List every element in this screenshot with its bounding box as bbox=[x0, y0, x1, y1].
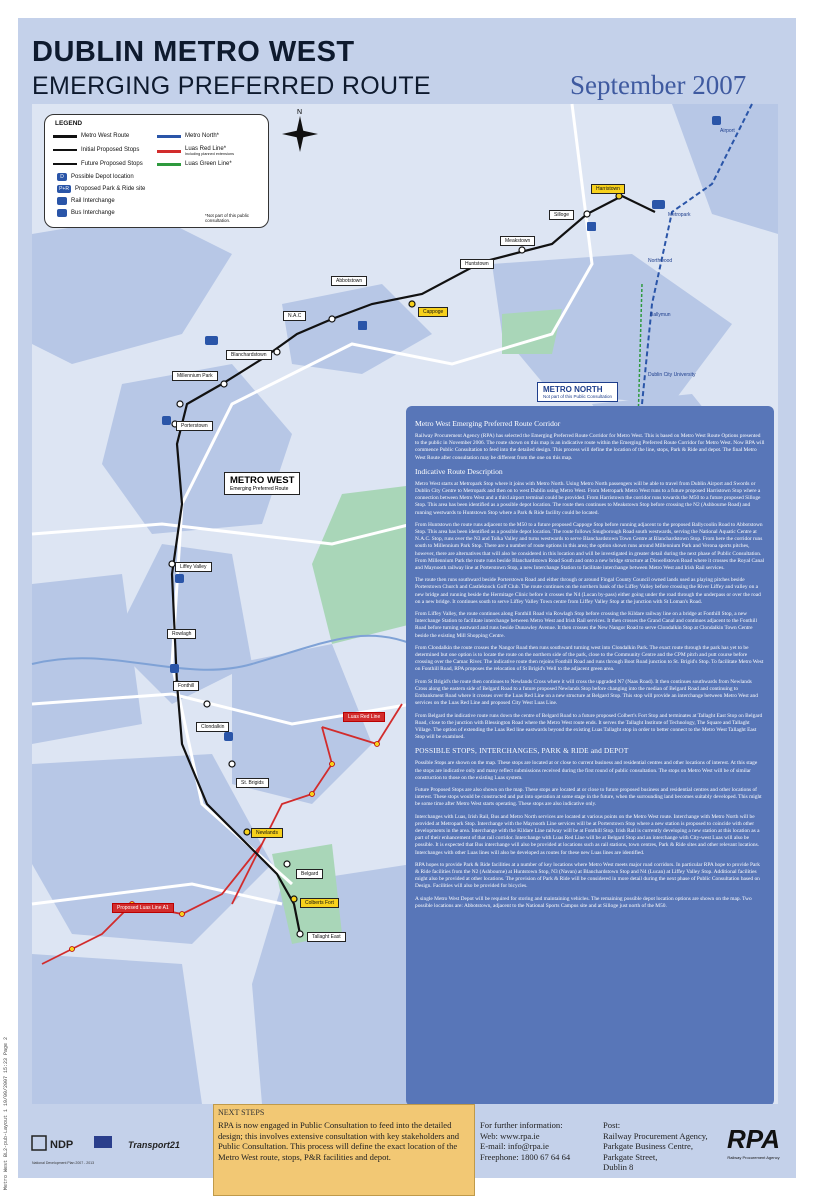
legend-item-future-stops: Future Proposed Stops bbox=[53, 161, 143, 167]
legend-item-metro-west: Metro West Route bbox=[53, 133, 129, 139]
panel-paragraph: From Belgard the indicative route runs down the centre of Belgard Road to a future proposed Colbert's Fort Stop and terminates at Tallaght East Stop on Belgard Road, close to the junction with Blessington Road where the Metro West route ends. It serves the Tallaght Institute of Technology, The Square and Tallaght Village. The option of extending the Luas Red line eastwards beyond the existing Luas Tallaght stop in order to better connect to the Metro West Tallaght East Stop will be examined. bbox=[415, 712, 763, 741]
metro-north-callout: METRO NORTH Not part of this Public Consultation bbox=[537, 382, 618, 402]
legend-title: LEGEND bbox=[55, 120, 83, 127]
date-label: September 2007 bbox=[570, 70, 747, 100]
panel-paragraph: From Liffey Valley, the route continues along Fonthill Road via Rowlagh Stop before crossing the Kildare railway line on a bridge at Fonthill Stop, a new Interchange Station to facilitate interchange between Metro West and Irish Rail services. It then crosses the Grand Canal and continues adjacent to the Fonthill Road before turning eastward and runs beside Dunawley Avenue. It then crosses the New Nangor Road to serve Clondalkin Stop at Clondalkin Town Centre beside the existing Mill Shopping Centre. bbox=[415, 611, 757, 639]
page-subtitle: EMERGING PREFERRED ROUTE bbox=[32, 72, 431, 100]
route-description-panel bbox=[406, 406, 774, 1106]
panel-paragraph: Interchanges with Luas, Irish Rail, Bus and Metro North services are located at various points on the Metro West route. Interchange with Metro North will be provided at Metropark Stop. Interchange with the Maynooth Line services will be at Porterstown Stop where a new station is proposed to coincide with other developments in the area. Interchange with the Kildare Line railway will be at Fonthill Stop. Irish Rail is currently developing a new station at this location as a part of their enhancement of that rail corridor. Interchange with Luas Red Line will be at Belgard Stop and an interchange with City-west Luas will also be possible. It is expected that Bus interchange will also be provided at locations such as rail stations, town centres, Park & Ride sites and other relevant locations. Interchanges with other Luas lines will also be developed as routes for these new Luas lines are identified. bbox=[415, 813, 760, 856]
label-airport: Airport bbox=[720, 128, 735, 134]
ndp-subtitle: National Development Plan 2007 - 2013 bbox=[32, 1161, 95, 1165]
stop-porterstown[interactable]: Porterstown bbox=[176, 421, 213, 431]
bus-icon bbox=[224, 732, 233, 741]
panel-paragraph: The route then runs southward beside Porterstown Road and either through or around Fingal County Council owned lands used as playing pitches beside Porterstown Church and Castleknock Golf Club. The route continues on the northern bank of the Liffey Valley before crossing the River Liffey and valley on a new bridge and running beside the Hermitage Clinic before it crosses the N4 (Lucan by-pass) either going under the road through the underpass or over the road on a new bridge. It continues south to serve Liffey Valley Town centre from Liffey Valley Stop at the junction with St Loman's Road. bbox=[415, 577, 761, 605]
ndp-logo bbox=[32, 1132, 180, 1165]
transport21-logo bbox=[128, 1140, 180, 1150]
bus-icon bbox=[162, 416, 171, 425]
rail-icon bbox=[712, 116, 721, 125]
park-ride-icon bbox=[652, 200, 665, 209]
panel-paragraph: A single Metro West Depot will be required for storing and maintaining vehicles. The remaining possible depot location options are shown on the map. Two possible locations are: Abbotstown, adjacent to the National Sports Campus site and at Silloge just north of the M50. bbox=[415, 895, 752, 909]
stop-nac[interactable]: N.A.C bbox=[283, 311, 306, 321]
next-steps-heading: NEXT STEPS bbox=[218, 1108, 265, 1117]
stop-colberts-fort[interactable]: Colberts Fort bbox=[300, 898, 339, 908]
legend-item-depot: D Possible Depot location bbox=[57, 173, 134, 181]
park-ride-icon bbox=[205, 336, 218, 345]
panel-paragraph: Future Proposed Stops are also shown on the map. These stops are located at or close to future proposed business and residential centres and other locations of interest. These stops would be constructed and put into operation at some stage in the future, when the surrounding land becomes suitably developed. This might be some time after Metro West starts operating. These stops are also indicative only. bbox=[415, 786, 762, 808]
depot-icon: D bbox=[57, 173, 67, 181]
legend-item-park-ride: P+R Proposed Park & Ride site bbox=[57, 185, 145, 193]
stop-fonthill[interactable]: Fonthill bbox=[173, 681, 199, 691]
stop-liffey-valley[interactable]: Liffey Valley bbox=[175, 562, 212, 572]
panel-paragraph: From Huntstown the route runs adjacent to the M50 to a future proposed Cappoge Stop before running adjacent to the proposed Ballycoolin Road to Abbotstown Stop. This area has been identified as a possible depot location. The route follows Snugborough Road south westwards, serving the National Aquatic Centre at N.A.C. Stop, runs over the N3 and Tolka Valley and turns westwards to serve Blanchardstown Town Centre at Blanchardstown Stop. From here the corridor runs south to Millennium Park Stop. There are a number of route options in this area; the option shown runs around Millennium Park and Verona sports pitches, however, there are alternatives that will also be considered in this location and will be investigated in greater detail during the next phase of Public Consultation. From Millennium Park the route runs beside Blanchardstown Road South and onto a new bridge structure at Diswellstown Road where it crosses the Royal Canal and Maynooth railway line at Porterstown Stop, a new Interchange Station to facilitate interchange between Metro West and Irish Rail services. bbox=[415, 521, 765, 572]
stop-blanchardstown[interactable]: Blanchardstown bbox=[226, 350, 272, 360]
stop-millennium-park[interactable]: Millennium Park bbox=[172, 371, 218, 381]
stop-clondalkin[interactable]: Clondalkin bbox=[196, 722, 229, 732]
post-line: Parkgate Street, bbox=[603, 1151, 658, 1162]
panel-paragraph: Possible Stops are shown on the map. These stops are located at or close to current business and residential centres and other locations of interest. At this stage the stops are indicative only and many reflect submissions received during the first round of public consultation. The stops on Metro West will be of similar construction to those on the existing Luas system. bbox=[415, 760, 758, 781]
panel-heading-indicative: Indicative Route Description bbox=[415, 466, 503, 476]
stop-meakstown[interactable]: Meakstown bbox=[500, 236, 535, 246]
page-title: DUBLIN METRO WEST bbox=[32, 36, 355, 68]
panel-paragraph: Metro West starts at Metropark Stop where it joins with Metro North. Using Metro North passengers will be able to travel from Dublin Airport and Swords or Dublin City Centre to Metropark and then on to west Dublin using Metro West. From Metropark Metro West runs to a future proposed Harristown Stop where a connection between Metro West and a third airport terminal could be provided. From Harristown the corridor runs towards the M50 to a future proposed Silloge Stop. This area has been identified as a possible depot location. The route then continues to Meakstown Stop before crossing the N2 (Ashbourne Road) and running westwards to Huntstown Stop where a Park & Ride facility could be located. bbox=[415, 480, 761, 516]
next-steps-box bbox=[213, 1104, 475, 1196]
depot-icon bbox=[358, 321, 367, 330]
postal-address bbox=[603, 1120, 708, 1173]
stop-abbotstown[interactable]: Abbotstown bbox=[331, 276, 367, 286]
stop-newlands[interactable]: Newlands bbox=[251, 828, 283, 838]
legend-item-initial-stops: Initial Proposed Stops bbox=[53, 147, 139, 153]
label-northwood: Northwood bbox=[648, 258, 673, 264]
svg-text:Transport21: Transport21 bbox=[128, 1140, 180, 1150]
post-line: Dublin 8 bbox=[603, 1162, 634, 1172]
rpa-logo: RPA Railway Procurement Agency bbox=[727, 1124, 780, 1160]
stop-silloge[interactable]: Silloge bbox=[549, 210, 574, 220]
stop-rowlagh[interactable]: Rowlagh bbox=[167, 629, 196, 639]
contact-web[interactable]: Web: www.rpa.ie bbox=[480, 1130, 540, 1141]
svg-text:N: N bbox=[297, 109, 303, 116]
panel-heading-corridor: Metro West Emerging Preferred Route Corridor bbox=[415, 419, 561, 428]
contact-phone: Freephone: 1800 67 64 64 bbox=[480, 1151, 571, 1162]
stop-harristown[interactable]: Harristown bbox=[591, 184, 625, 194]
panel-paragraph: From St Brigid's the route then continues to Newlands Cross where it will cross the upgraded N7 (Naas Road). It then continues southwards from Newlands Cross along the eastern side of Belgard Road to a future proposed Newlands Stop before changing into the median of Belgard Road and continuing to Embankment Road where it crosses over the Luas Red Line on a new structure at Belgard Stop. This stop will provide an interchange between Metro West and services on the Luas Red Line and proposed City West Luas Line. bbox=[415, 678, 758, 707]
next-steps-text: RPA is now engaged in Public Consultation to feed into the detailed design; this involves extensive consultation with key stakeholders and Public Consultation. This process will define the exact location of the Metro West route, stops, P&R facilities and depot. bbox=[218, 1120, 460, 1162]
bus-icon bbox=[175, 574, 184, 583]
legend-item-luas-green: Luas Green Line* bbox=[157, 161, 232, 167]
map-legend bbox=[44, 114, 269, 228]
legend-note: *Not part of this public consultation. bbox=[205, 213, 250, 223]
contact-heading: For further information: bbox=[480, 1120, 563, 1130]
stop-cappoge[interactable]: Cappoge bbox=[418, 307, 448, 317]
panel-paragraph: From Clondalkin the route crosses the Nangor Road then runs southward turning west into Clondalkin Park. The exact route through the park has yet to be determined but one option is to locate the route on the northern side of the park, close to the Community Centre and the CPM pitch and putt course before crossing over the Camac River. The indicative route then rejoins Fonthill Road and runs through Boot Road junction to St. Brigid's Stop. To facilitate Metro West on Fonthill Road, RPA proposes the relocation of St Brigid's Well to the adjacent green area. bbox=[415, 644, 764, 673]
label-luas-red-line: Luas Red Line bbox=[343, 712, 385, 722]
label-proposed-luas-a1: Proposed Luas Line A1 bbox=[112, 903, 174, 913]
label-dcu: Dublin City University bbox=[648, 372, 696, 378]
post-line: Railway Procurement Agency, bbox=[603, 1130, 708, 1141]
label-metropark: Metropark bbox=[668, 212, 691, 218]
stop-huntstown[interactable]: Huntstown bbox=[460, 259, 494, 269]
print-slug: Metro West BL2-pub-Layout 1 19/09/2007 15:23 Page 2 bbox=[3, 1036, 9, 1190]
park-ride-icon: P+R bbox=[57, 185, 71, 193]
stop-belgard[interactable]: Belgard bbox=[296, 869, 323, 879]
contact-info bbox=[480, 1120, 570, 1162]
panel-heading-stops: POSSIBLE STOPS, INTERCHANGES, PARK & RIDE and DEPOT bbox=[415, 746, 629, 756]
post-heading: Post: bbox=[603, 1120, 621, 1130]
bus-icon bbox=[57, 209, 67, 217]
panel-paragraph: RPA hopes to provide Park & Ride facilities at a number of key locations where Metro West meets major road corridors. In particular RPA hope to provide Park & Ride facilities from the N2 (Ashbourne) at Huntstown Stop, N3 (Navan) at Blanchardstown Stop and N4 (Lucan) at Liffey Valley Stop. Additional facilities might also be provided at other locations. The provision of Park & Ride will be considered in more detail during the next phase of Public Consultation based on Design. Facilities will also be provided for bicycles. bbox=[415, 861, 760, 890]
legend-item-metro-north: Metro North* bbox=[157, 133, 219, 139]
rail-icon bbox=[170, 664, 179, 673]
post-line: Parkgate Business Centre, bbox=[603, 1141, 693, 1151]
stop-tallaght-east[interactable]: Tallaght East bbox=[307, 932, 346, 942]
legend-item-luas-red: Luas Red Line* Including planned extensions bbox=[157, 146, 234, 156]
panel-paragraph: Railway Procurement Agency (RPA) has selected the Emerging Preferred Route Corridor for Metro West. This is based on Metro West Route Options presented to the public in November 2006. The route shown on this map is an indicative route within the Emerging Preferred Route Corridor for Metro West. Now RPA will commence Public Consultation to feed into the detailed design. This process will define the location of the line, stops, Park & Ride and depot. The final Metro West Route after consultation may be different from the one on this map. bbox=[415, 433, 765, 461]
stop-st-brigids[interactable]: St. Brigids bbox=[236, 778, 269, 788]
ndp-text: NDP bbox=[50, 1139, 74, 1151]
depot-icon bbox=[587, 222, 596, 231]
label-ballymun: Ballymun bbox=[650, 312, 671, 318]
legend-item-rail: Rail Interchange bbox=[57, 197, 115, 205]
metro-west-callout: METRO WEST Emerging Preferred Route bbox=[224, 472, 300, 495]
contact-email[interactable]: E-mail: info@rpa.ie bbox=[480, 1141, 550, 1151]
rail-icon bbox=[57, 197, 67, 205]
legend-item-bus: Bus Interchange bbox=[57, 209, 115, 217]
